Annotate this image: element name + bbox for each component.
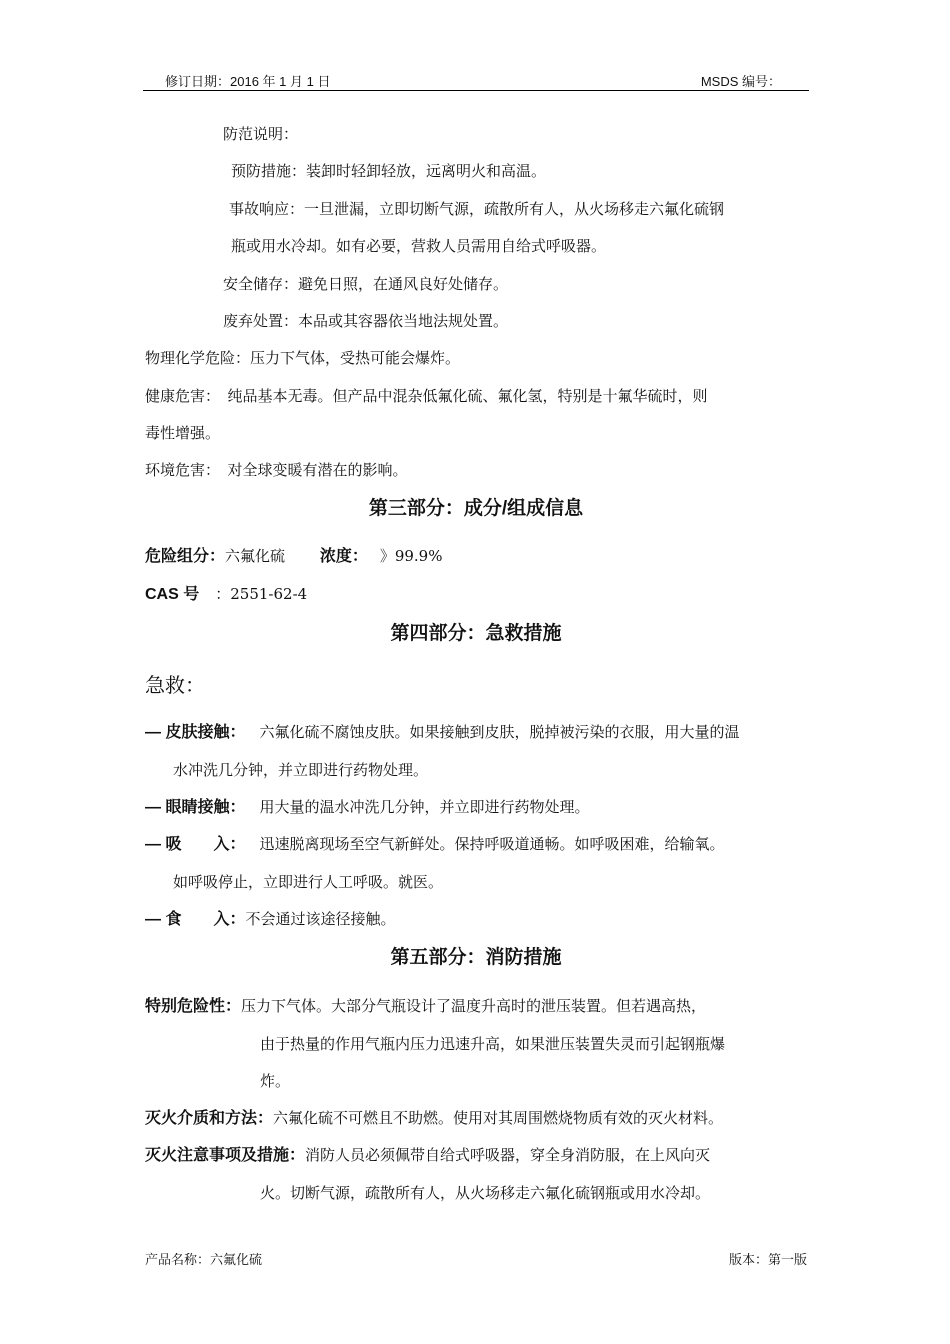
section4-title: 第四部分：急救措施 xyxy=(390,623,562,644)
cas-value: ：2551-62-4 xyxy=(215,585,308,603)
extinguishing-media-text: 六氟化硫不可燃且不助燃。使用对其周围燃烧物质有效的灭火材料。 xyxy=(273,1109,724,1127)
hazard-component-label: 危险组分： xyxy=(145,548,226,565)
firefighting-notes-text-2: 火。切断气源，疏散所有人，从火场移走六氟化硫钢瓶或用水冷却。 xyxy=(260,1184,711,1202)
inhalation-text-2: 如呼吸停止，立即进行人工呼吸。就医。 xyxy=(173,873,444,891)
ingestion-text: 不会通过该途径接触。 xyxy=(245,910,396,928)
skin-contact-text-1: 六氟化硫不腐蚀皮肤。如果接触到皮肤，脱掉被污染的衣服，用大量的温 xyxy=(259,723,740,741)
inhalation-label: — 吸 入： xyxy=(145,836,246,853)
concentration-value: 》99.9% xyxy=(379,547,443,565)
firefighting-notes-row xyxy=(145,1145,710,1166)
concentration-label: 浓度： xyxy=(319,548,360,565)
special-hazard-text-2: 由于热量的作用气瓶内压力迅速升高，如果泄压装置失灵而引起钢瓶爆 xyxy=(260,1035,726,1053)
firefighting-notes-label: 灭火注意事项及措施： xyxy=(145,1147,306,1164)
footer-product: 产品名称：六氟化硫 xyxy=(145,1253,263,1268)
page-header xyxy=(143,68,809,91)
extinguishing-media-label: 灭火介质和方法： xyxy=(145,1110,274,1127)
storage-text: 安全储存：避免日照，在通风良好处储存。 xyxy=(223,275,509,293)
hazard-component-value: 六氟化硫 xyxy=(225,547,286,565)
section5-title: 第五部分：消防措施 xyxy=(390,947,562,968)
health-hazard-1: 健康危害： 纯品基本无毒。但产品中混杂低氟化硫、氟化氢，特别是十氟华硫时，则 xyxy=(145,387,708,405)
health-hazard-2: 毒性增强。 xyxy=(145,424,221,442)
revision-date: 修订日期：2016 年 1 月 1 日 xyxy=(165,74,331,89)
first-aid-heading: 急救： xyxy=(145,675,205,697)
skin-contact-label: — 皮肤接触： xyxy=(145,724,246,741)
ingestion-label: — 食 入： xyxy=(145,911,246,928)
extinguishing-media-row xyxy=(145,1108,723,1129)
prevention-text: 预防措施：装卸时轻卸轻放，远离明火和高温。 xyxy=(231,162,547,180)
eye-contact-text: 用大量的温水冲洗几分钟，并立即进行药物处理。 xyxy=(259,798,590,816)
response-text-1: 事故响应：一旦泄漏，立即切断气源，疏散所有人，从火场移走六氟化硫钢 xyxy=(229,200,725,218)
special-hazard-text-3: 炸。 xyxy=(260,1072,291,1090)
skin-contact-text-2: 水冲洗几分钟，并立即进行药物处理。 xyxy=(173,761,429,779)
env-hazard: 环境危害： 对全球变暖有潜在的影响。 xyxy=(145,461,408,479)
inhalation-text-1: 迅速脱离现场至空气新鲜处。保持呼吸道通畅。如呼吸困难，给输氧。 xyxy=(259,835,725,853)
skin-contact-row xyxy=(145,722,739,743)
special-hazard-label: 特别危险性： xyxy=(145,998,242,1015)
ingestion-row xyxy=(145,909,395,930)
disposal-text: 废弃处置：本品或其容器依当地法规处置。 xyxy=(223,312,509,330)
section3-title: 第三部分：成分/组成信息 xyxy=(368,498,584,519)
footer-version: 版本：第一版 xyxy=(728,1253,807,1268)
eye-contact-label: — 眼睛接触： xyxy=(145,799,246,816)
eye-contact-row xyxy=(145,797,589,818)
precautions-title: 防范说明： xyxy=(223,125,299,143)
msds-number: MSDS 编号： xyxy=(700,74,781,89)
hazard-component-row xyxy=(145,546,442,567)
inhalation-row xyxy=(145,834,724,855)
special-hazard-text-1: 压力下气体。大部分气瓶设计了温度升高时的泄压装置。但若遇高热， xyxy=(241,997,707,1015)
firefighting-notes-text-1: 消防人员必须佩带自给式呼吸器，穿全身消防服，在上风向灭 xyxy=(305,1146,711,1164)
response-text-2: 瓶或用水冷却。如有必要，营救人员需用自给式呼吸器。 xyxy=(231,237,607,255)
cas-row xyxy=(145,584,307,605)
cas-label: CAS 号 xyxy=(145,586,200,603)
special-hazard-row xyxy=(145,996,706,1017)
physical-hazard: 物理化学危险：压力下气体，受热可能会爆炸。 xyxy=(145,349,461,367)
